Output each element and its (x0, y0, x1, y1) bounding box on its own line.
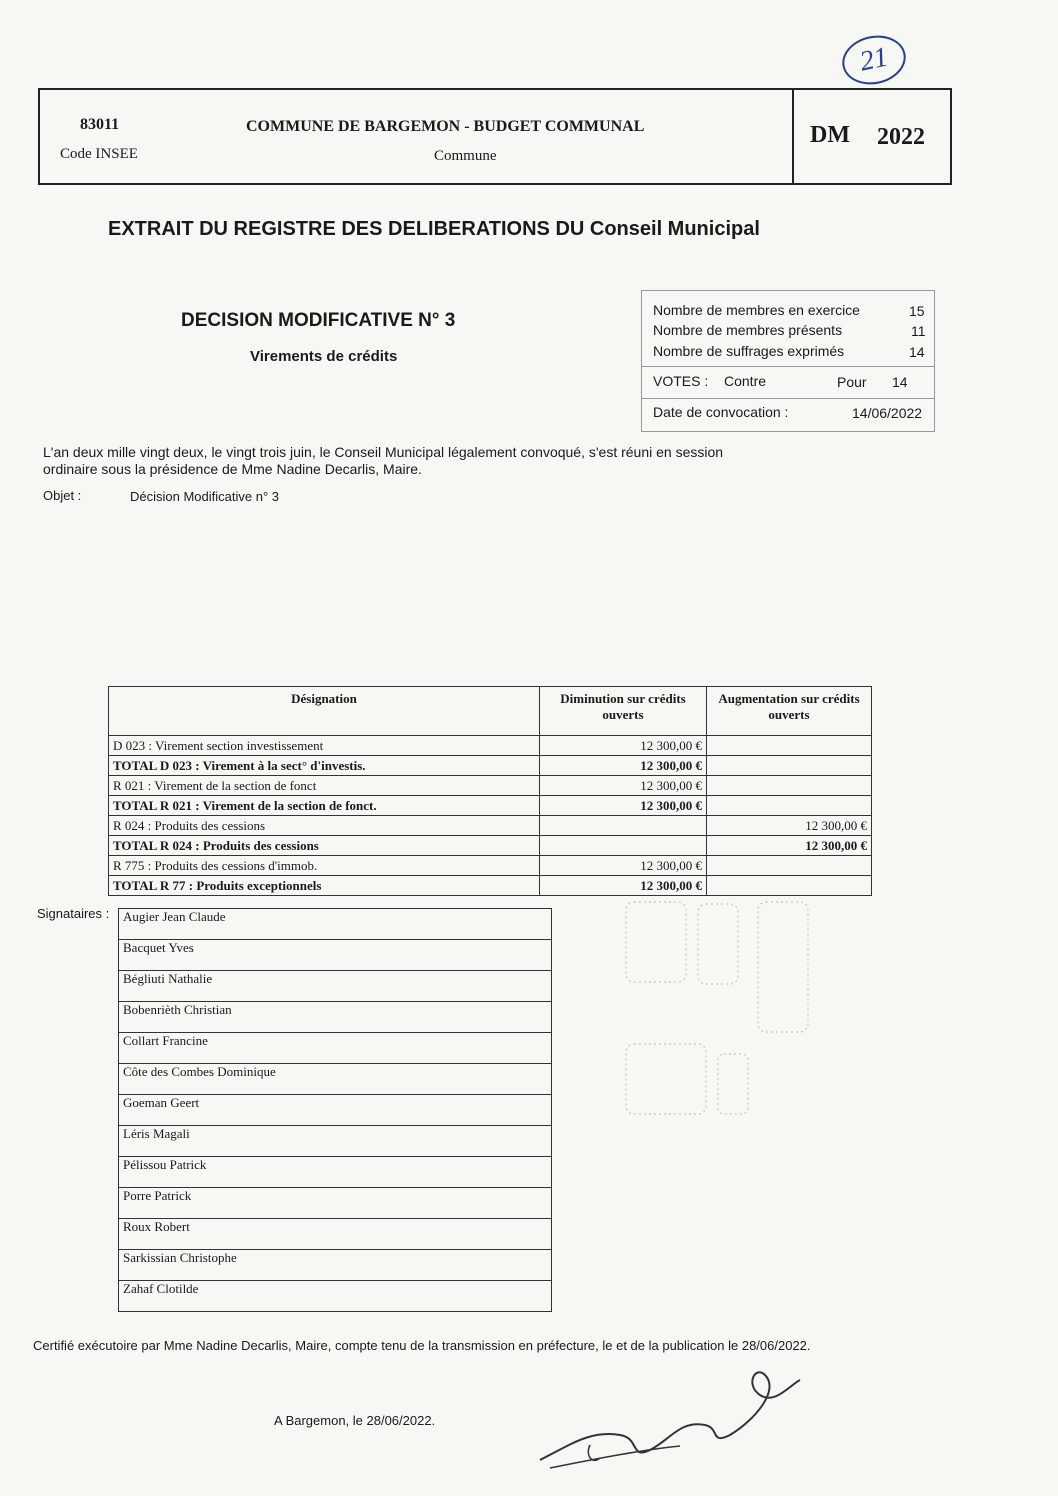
votes-cast-value: 14 (909, 344, 925, 360)
cell-designation: R 021 : Virement de la section de fonct (109, 776, 540, 796)
signatory-name: Augier Jean Claude (119, 909, 552, 940)
table-row (109, 836, 872, 856)
signatories-label: Signataires : (37, 906, 110, 921)
cell-diminution (540, 816, 707, 836)
header-augmentation: Augmentation sur crédits ouverts (707, 687, 872, 736)
signatory-name: Collart Francine (119, 1033, 552, 1064)
document-title: EXTRAIT DU REGISTRE DES DELIBERATIONS DU Conseil Municipal (108, 218, 760, 240)
cell-designation: TOTAL D 023 : Virement à la sect° d'investis. (109, 756, 540, 776)
members-in-office-value: 15 (909, 303, 925, 319)
registration-stamp (618, 894, 818, 1124)
cell-augmentation (707, 876, 872, 896)
against-label: Contre (724, 373, 767, 389)
cell-diminution: 12 300,00 € (540, 876, 707, 896)
cell-augmentation: 12 300,00 € (707, 836, 872, 856)
signatory-row (119, 1064, 552, 1095)
cell-augmentation (707, 736, 872, 756)
header-title: COMMUNE DE BARGEMON - BUDGET COMMUNAL (246, 118, 645, 135)
header-designation: Désignation (109, 687, 540, 736)
signatory-name: Bégliuti Nathalie (119, 971, 552, 1002)
object-label: Objet : (43, 488, 82, 503)
cell-augmentation (707, 776, 872, 796)
members-in-office-label: Nombre de membres en exercice (653, 302, 860, 318)
signatory-name: Roux Robert (119, 1219, 552, 1250)
doc-type: DM (810, 122, 850, 148)
convocation-label: Date de convocation : (653, 404, 789, 420)
cell-diminution (540, 836, 707, 856)
members-present-value: 11 (911, 323, 926, 339)
cell-diminution: 12 300,00 € (540, 856, 707, 876)
signatory-row (119, 1250, 552, 1281)
table-row (109, 736, 872, 756)
signatory-row (119, 1188, 552, 1219)
cell-diminution: 12 300,00 € (540, 756, 707, 776)
signatory-row (119, 1157, 552, 1188)
votes-label: VOTES : (653, 373, 709, 389)
signatory-name: Léris Magali (119, 1126, 552, 1157)
cell-augmentation (707, 796, 872, 816)
members-present-label: Nombre de membres présents (653, 322, 843, 338)
signatory-name: Sarkissian Christophe (119, 1250, 552, 1281)
signatory-row (119, 1219, 552, 1250)
insee-code: 83011 (80, 116, 120, 133)
cell-designation: D 023 : Virement section investissement (109, 736, 540, 756)
insee-label: Code INSEE (60, 146, 138, 162)
decision-title: DECISION MODIFICATIVE N° 3 (181, 310, 456, 331)
signatory-row (119, 1281, 552, 1312)
budget-table-header (109, 687, 872, 736)
signatory-name: Bacquet Yves (119, 940, 552, 971)
votes-cast-label: Nombre de suffrages exprimés (653, 343, 845, 359)
decision-subtitle: Virements de crédits (250, 348, 398, 365)
vote-box-divider (641, 366, 935, 367)
signatory-name: Zahaf Clotilde (119, 1281, 552, 1312)
signatory-name: Goeman Geert (119, 1095, 552, 1126)
place-date: A Bargemon, le 28/06/2022. (274, 1413, 436, 1428)
mayor-signature (530, 1350, 810, 1480)
page-number-mark: 21 (838, 30, 911, 90)
cell-designation: R 775 : Produits des cessions d'immob. (109, 856, 540, 876)
for-label: Pour (837, 374, 867, 390)
certification-text: Certifié exécutoire par Mme Nadine Decarlis, Maire, compte tenu de la transmission en préfecture, le et de la publication le 28/06/2022. (33, 1338, 811, 1353)
header-divider (792, 88, 794, 185)
cell-designation: TOTAL R 021 : Virement de la section de fonct. (109, 796, 540, 816)
table-row (109, 796, 872, 816)
doc-year: 2022 (877, 124, 925, 150)
signatory-name: Bobenrièth Christian (119, 1002, 552, 1033)
cell-designation: R 024 : Produits des cessions (109, 816, 540, 836)
for-value: 14 (892, 374, 908, 390)
header-diminution: Diminution sur crédits ouverts (540, 687, 707, 736)
cell-designation: TOTAL R 024 : Produits des cessions (109, 836, 540, 856)
vote-box-divider (641, 398, 935, 399)
signatories-table (118, 908, 552, 1312)
cell-augmentation: 12 300,00 € (707, 816, 872, 836)
intro-text: L'an deux mille vingt deux, le vingt trois juin, le Conseil Municipal légalement convoqué, s'est réuni en session ordinaire sous la présidence de Mme Nadine Decarlis, Maire. (43, 444, 724, 477)
object-value: Décision Modificative n° 3 (130, 489, 279, 504)
table-row (109, 776, 872, 796)
cell-augmentation (707, 856, 872, 876)
signatory-row (119, 1126, 552, 1157)
convocation-date: 14/06/2022 (852, 405, 923, 421)
table-row (109, 856, 872, 876)
table-row (109, 756, 872, 776)
signatory-row (119, 971, 552, 1002)
budget-table (108, 686, 872, 896)
signatory-row (119, 1033, 552, 1064)
table-row (109, 816, 872, 836)
table-row (109, 876, 872, 896)
cell-diminution: 12 300,00 € (540, 776, 707, 796)
signatory-row (119, 940, 552, 971)
cell-diminution: 12 300,00 € (540, 796, 707, 816)
cell-designation: TOTAL R 77 : Produits exceptionnels (109, 876, 540, 896)
header-subtitle: Commune (434, 148, 497, 164)
cell-augmentation (707, 756, 872, 776)
signatory-row (119, 1002, 552, 1033)
signatory-name: Côte des Combes Dominique (119, 1064, 552, 1095)
signatory-row (119, 909, 552, 940)
cell-diminution: 12 300,00 € (540, 736, 707, 756)
signatory-row (119, 1095, 552, 1126)
signatory-name: Porre Patrick (119, 1188, 552, 1219)
signatory-name: Pélissou Patrick (119, 1157, 552, 1188)
